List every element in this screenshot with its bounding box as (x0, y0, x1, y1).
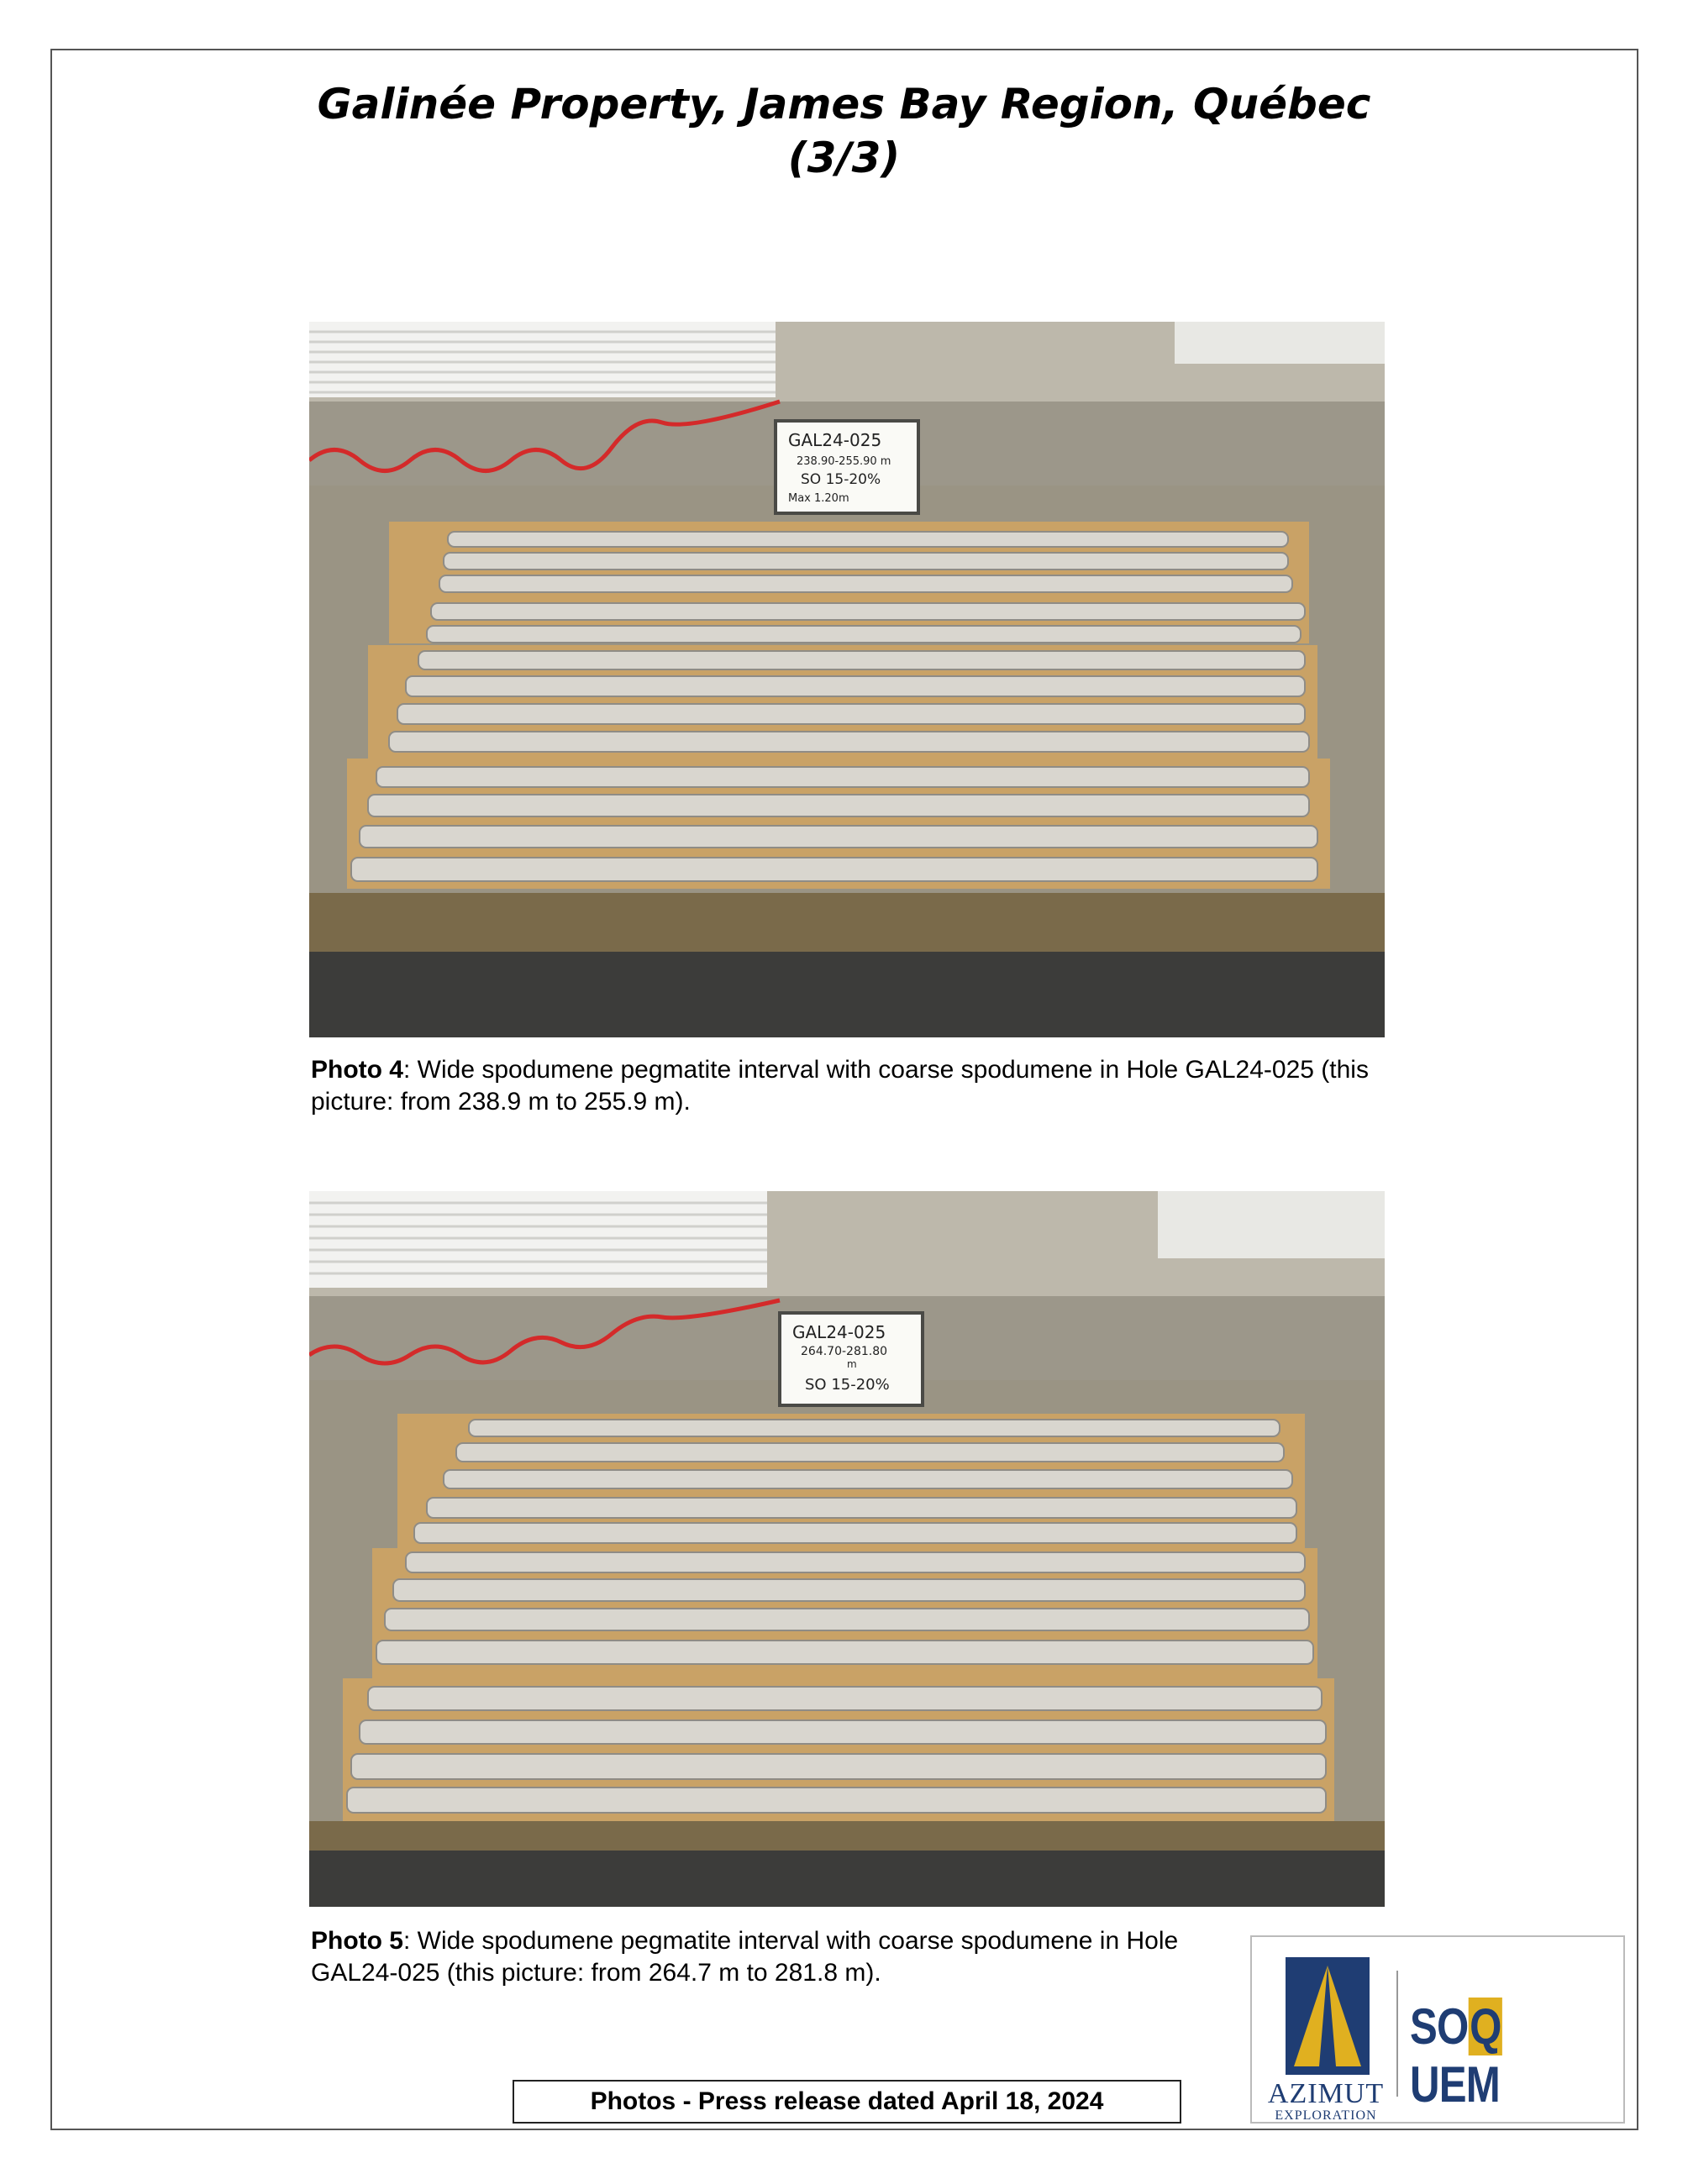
core-box-photo-5-image (309, 1191, 1385, 1907)
azimut-wordmark (1267, 2080, 1385, 2124)
soquem-q-mark: Q (1470, 1998, 1501, 2055)
partner-logos (1250, 1935, 1625, 2124)
azimut-name: AZIMUT (1267, 2078, 1385, 2109)
title-line-1: Galinée Property, James Bay Region, Québec (317, 80, 1371, 129)
sign-line-3: SO 15-20% (801, 471, 881, 488)
photo-5-caption-text: : Wide spodumene pegmatite interval with coarse spodumene in Hole GAL24-025 (this picture: from 264.7 m to 281.8 m). (311, 1927, 1179, 1987)
title-line-2: (3/3) (787, 134, 901, 182)
sign-line-1: GAL24-025 (792, 1322, 886, 1342)
azimut-logo-icon (1286, 1957, 1370, 2075)
soquem-part-1: SO (1410, 1998, 1469, 2055)
photo-4-caption (311, 1054, 1437, 1118)
photo-4-caption-text: : Wide spodumene pegmatite interval with coarse spodumene in Hole GAL24-025 (this picture: from 238.9 m to 255.9 m). (311, 1056, 1369, 1116)
sign-line-3: m (847, 1358, 857, 1370)
core-box-photo-4-image (309, 322, 1385, 1037)
azimut-subtitle: EXPLORATION (1275, 2108, 1377, 2123)
sign-line-4: SO 15-20% (805, 1376, 890, 1394)
soquem-part-2: UEM (1410, 2056, 1500, 2113)
soquem-logo (1410, 1998, 1585, 2113)
logo-divider (1396, 1971, 1398, 2097)
photo-5-caption-label: Photo 5 (311, 1927, 403, 1955)
sign-line-2: 238.90-255.90 m (797, 455, 891, 468)
footer-press-release: Photos - Press release dated April 18, 2024 (513, 2080, 1181, 2124)
photo-4-caption-label: Photo 4 (311, 1056, 403, 1084)
core-box-photo-5 (309, 1191, 1385, 1907)
core-box-photo-4 (309, 322, 1385, 1037)
photo-5-caption (311, 1925, 1227, 1989)
sign-line-4: Max 1.20m (788, 492, 849, 505)
page-title (0, 77, 1688, 185)
sign-line-2: 264.70-281.80 (801, 1345, 888, 1358)
sign-line-1: GAL24-025 (788, 430, 882, 450)
